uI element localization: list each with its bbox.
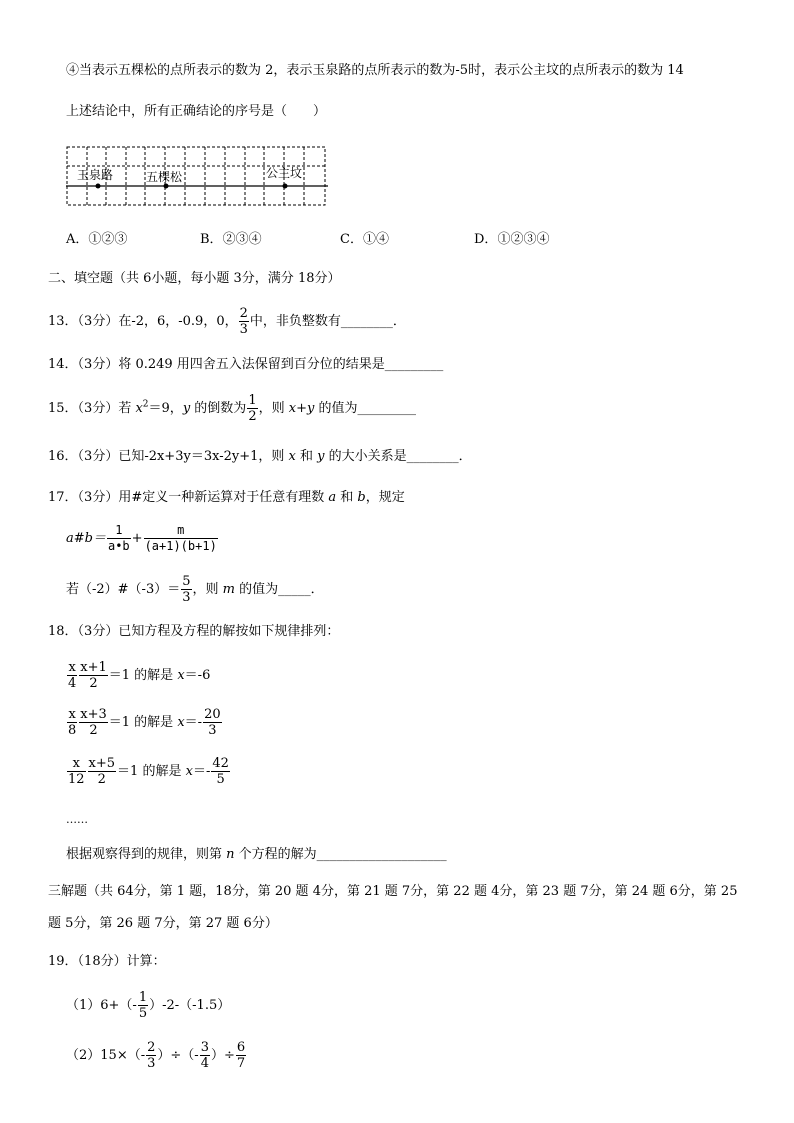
q18-ellipsis: …… [66,813,88,826]
question-14: 14．（3分）将 0.249 用四舍五入法保留到百分位的结果是_________ [48,357,444,372]
q18-equation-3: $\frac{x}{12}$ $\frac{x+5}{2}$ ＝1 的解是 x＝- $\frac{42}{5}$ [68,756,229,787]
q19-part1: （1）6+（- $\frac{1}{5}$ ）-2-（-1.5） [66,990,231,1021]
option-d: D．①②③④ [474,232,550,247]
q19-part2: （2）15×（- $\frac{2}{3}$ ）÷（- $\frac{3}{4}$ ）÷ $\frac{6}{7}$ [66,1040,246,1071]
number-line-figure [66,146,328,208]
question-17: 17．（3分）用#定义一种新运算对于任意有理数 a 和 b，规定 [48,490,405,505]
q12-prompt: 上述结论中，所有正确结论的序号是（ ） [66,104,327,119]
section3-heading-line2: 题 5分，第 26 题 7分，第 27 题 6分） [48,916,278,931]
section3-heading-line1: 三解题（共 64分，第 1 题，18分，第 20 题 4分，第 21 题 7分，第 22 题 4分，第 23 题 7分，第 24 题 6分，第 25 [48,884,738,899]
label-wukesong: 五棵松 [146,170,183,184]
label-yuquanlu: 玉泉路 [77,168,114,182]
point-gongzhufen [283,184,288,189]
question-19: 19．（18分）计算： [48,954,166,969]
option-a: A．①②③ [66,232,128,247]
question-15: 15．（3分）若 $x^2=9$，y 的倒数为 $\frac{1}{2}$ ，则 x+y 的值为_________ [48,393,416,424]
question-16: 16．（3分）已知-2x+3y＝3x-2y+1，则 x 和 y 的大小关系是________． [48,449,472,464]
point-yuquanlu [96,184,101,189]
option-b: B．②③④ [200,232,262,247]
label-gongzhufen: 公主坟 [266,166,303,180]
q18-equation-1: $\frac{x}{4}$ $\frac{x+1}{2}$ ＝1 的解是 x＝-6 [68,660,211,691]
section2-heading: 二、填空题（共 6小题，每小题 3分，满分 18分） [48,271,341,286]
q18-equation-2: $\frac{x}{8}$ $\frac{x+3}{2}$ ＝1 的解是 x＝- $\frac{20}{3}$ [68,707,221,738]
option-c: C．①④ [340,232,389,247]
q18-conclusion: 根据观察得到的规律，则第 n 个方程的解为____________________ [66,847,447,862]
q17-definition: a#b＝ $\frac{1}{a•b}$ + $\frac{m}{(a+1)(b+1)}$ [66,523,217,553]
question-18: 18．（3分）已知方程及方程的解按如下规律排列： [48,624,340,639]
question-13: 13．（3分）在-2，6，-0.9，0， $\frac{2}{3}$ 中，非负整数有________． [48,306,406,337]
q17-condition: 若（-2）#（-3）＝ $\frac{5}{3}$ ，则 m 的值为_____． [66,574,324,605]
q12-item4: ④当表示五棵松的点所表示的数为 2，表示玉泉路的点所表示的数为-5时，表示公主坟的点所表示的数为 14 [66,63,684,78]
point-wukesong [164,184,169,189]
